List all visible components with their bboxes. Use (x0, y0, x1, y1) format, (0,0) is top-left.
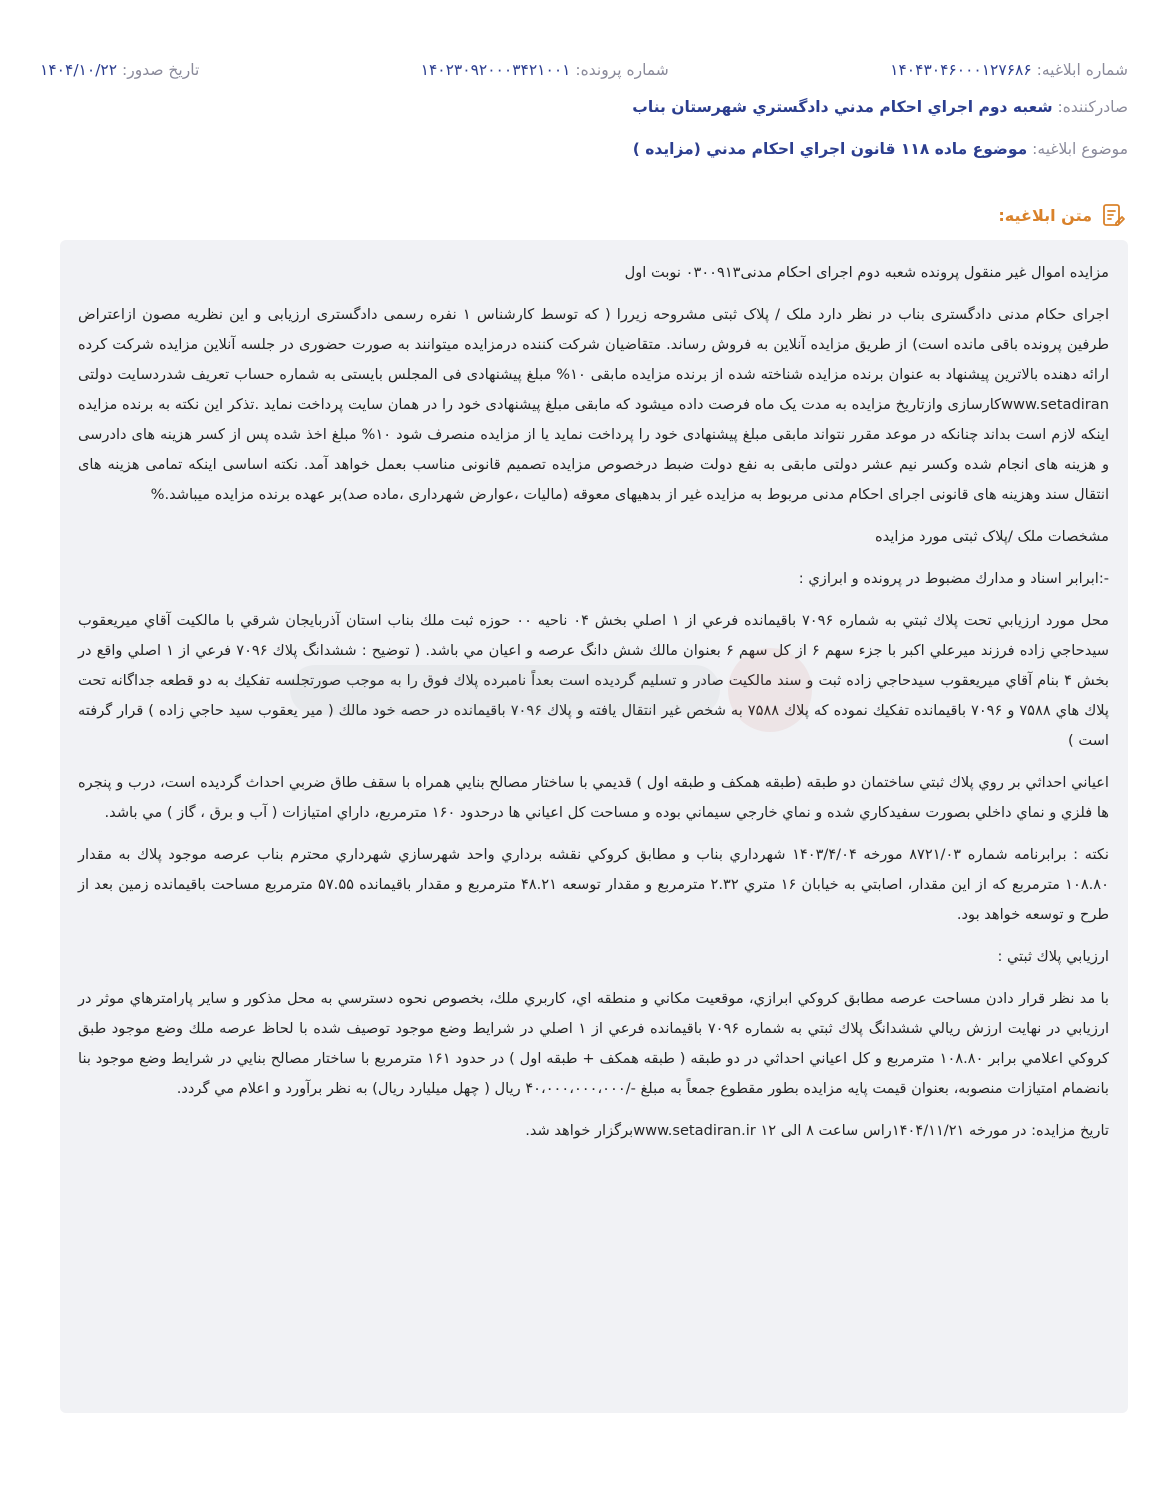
notice-paragraph: با مد نظر قرار دادن مساحت عرصه مطابق كروكي ابرازي، موقعيت مكاني و منطقه اي، كاربري ملك، بخصوص نحوه دسترسي به محل مذكور و ساير پارامترهاي موثر در ارزيابي در نهايت ارزش ريالي ششدانگ پلاك ثبتي به شماره ۷۰۹۶ باقيمانده فرعي از ۱ اصلي در شرايط وضع موجود توصيف شده با لحاظ عرصه ملك وضع موجود طبق كروكي اعلامي برابر ۱۰۸.۸۰ مترمربع و كل اعياني احداثي در دو طبقه ( طبقه همكف + طبقه اول ) در حدود ۱۶۱ مترمربع با ساختار مصالح بنايي در شرايط وضع موجود بنا بانضمام امتيازات منصوبه، بعنوان قيمت پايه مزايده بطور مقطوع جمعاً به مبلغ -/۴۰،۰۰۰،۰۰۰،۰۰۰ ريال ( چهل ميليارد ريال) به نظر برآورد و اعلام مي گردد. (78, 990, 1109, 1097)
subject-value: موضوع ماده ۱۱۸ قانون اجراي احكام مدني (مزايده ) (632, 140, 1028, 158)
case-number-label: شماره پرونده: (575, 61, 669, 79)
notice-paragraph: -:ابرابر اسناد و مدارك مضبوط در پرونده و ابرازي : (798, 570, 1109, 587)
notice-number-value: ۱۴۰۴۳۰۴۶۰۰۰۱۲۷۶۸۶ (890, 61, 1032, 79)
issue-date (40, 61, 199, 79)
issue-date-label: تاریخ صدور: (122, 61, 200, 79)
notice-paragraph: اجرای حکام مدنی دادگستری بناب در نظر دارد ملک / پلاک ثبتی مشروحه زیررا ( که توسط کارشناس ۱ نفره رسمی دادگستری ارزیابی و این نظریه مصون ازاعتراض طرفین پرونده باقی مانده است) از طریق مزایده آنلاین به فروش رساند. متقاضیان شرکت کننده درمزایده میتوانند به صورت حضوری در جلسه آنلاین مزایده شرکت کرده ارائه دهنده بالاترین پیشنهاد به عنوان برنده مزایده شناخته شده از برنده مزایده مابقی ۱۰% مبلغ پیشنهادی فی المجلس بایستی به شماره حساب تعریف شدردسایت دولتی www.setadiranکارسازی وازتاریخ مزایده به مدت یک ماه فرصت داده میشود که مابقی مبلغ پیشنهادی خود را در همان سایت پرداخت نماید .تذکر این نکته به برنده مزایده اینکه لازم است بداند چنانکه در موعد مقرر نتواند مابقی مبلغ پیشنهادی خود را پرداخت نماید یا از مزایده منصرف شود ۱۰% مبلغ اخذ شده پس از کسر هزینه های دادرسی و هزینه های انجام شده وکسر نیم عشر دولتی مابقی به نفع دولت ضبط درخصوص مزایده تصمیم قانونی مناسب بعمل خواهد آمد. نکته اساسی اینکه تمامی هزینه های انتقال سند وهزینه های قانونی اجرای احکام مدنی مربوط به مزایده غیر از بدهیهای معوقه (مالیات ،عوارض شهرداری ،ماده صد)بر عهده برنده مزایده میباشد.% (78, 306, 1109, 503)
subject-label: موضوع ابلاغیه: (1032, 140, 1128, 158)
notice-text-heading (998, 200, 1126, 230)
issuer-line (40, 98, 1128, 126)
notice-body (60, 240, 1128, 1413)
case-number (421, 61, 669, 79)
notice-paragraph: تاریخ مزایده: در مورخه ۱۴۰۴/۱۱/۲۱راس ساعت ۸ الی ۱۲ www.setadiran.irبرگزار خواهد شد. (525, 1122, 1109, 1139)
issuer-value: شعبه دوم اجراي احكام مدني دادگستري شهرستان بناب (632, 98, 1053, 116)
case-number-value: ۱۴۰۲۳۰۹۲۰۰۰۳۴۲۱۰۰۱ (420, 61, 571, 79)
issuer-label: صادرکننده: (1057, 98, 1128, 116)
notice-paragraph: مزایده اموال غیر منقول پرونده شعبه دوم اجرای احکام مدنی۰۳۰۰۹۱۳ نوبت اول (624, 264, 1109, 281)
notice-paragraph: نكته : برابرنامه شماره ۸۷۲۱/۰۳ مورخه ۱۴۰۳/۴/۰۴ شهرداري بناب و مطابق كروكي نقشه برداري واحد شهرسازي شهرداري محترم بناب عرصه موجود پلاك به مقدار ۱۰۸.۸۰ مترمربع كه از اين مقدار، اصابتي به خيابان ۱۶ متري ۲.۳۲ مترمربع و مقدار توسعه ۴۸.۲۱ مترمربع و مقدار باقيمانده ۵۷.۵۵ مترمربع مساحت باقيمانده زمين بعد از طرح و توسعه خواهد بود. (78, 846, 1109, 923)
notice-meta-row (40, 56, 1128, 84)
notice-paragraph: مشخصات ملک /پلاک ثبتی مورد مزایده (875, 528, 1109, 545)
notice-paragraph: محل مورد ارزيابي تحت پلاك ثبتي به شماره ۷۰۹۶ باقيمانده فرعي از ۱ اصلي بخش ۰۴ ناحيه ۰۰ حوزه ثبت ملك بناب استان آذربايجان شرقي با مالكيت آقاي ميريعقوب سيدحاجي زاده فرزند ميرعلي اكبر با جزء سهم ۶ از كل سهم ۶ بعنوان مالك شش دانگ عرصه و اعيان مي باشد. ( توضيح : ششدانگ پلاك ۷۰۹۶ فرعي از ۱ اصلي واقع در بخش ۴ بنام آقاي ميريعقوب سيدحاجي زاده ثبت و سند مالكيت صادر و تسليم گرديده است بعداً نامبرده پلاك فوق را به موجب صورتجلسه تفكيك به دو قطعه جداگانه تحت پلاك هاي ۷۵۸۸ و ۷۰۹۶ باقيمانده تفكيك نموده كه پلاك ۷۵۸۸ به شخص غير انتقال يافته و پلاك ۷۰۹۶ باقيمانده در حصه خود مالك ( مير يعقوب سيد حاجي زاده ) قرار گرفته است ) (78, 612, 1109, 749)
notice-number (890, 61, 1128, 79)
notice-paragraph: اعياني احداثي بر روي پلاك ثبتي ساختمان دو طبقه (طبقه همكف و طبقه اول ) قديمي با ساختار مصالح بنايي همراه با سقف طاق ضربي احداث گرديده است، درب و پنجره ها فلزي و نماي داخلي بصورت سفيدكاري شده و نماي خارجي سيماني بوده و مساحت كل اعياني ها درحدود ۱۶۰ مترمربع، داراي امتيازات ( آب و برق ، گاز ) مي باشد. (78, 774, 1109, 821)
notice-text-heading-label: متن ابلاغیه: (998, 205, 1092, 225)
notice-paragraphs (78, 258, 1109, 1146)
subject-line (40, 140, 1128, 168)
issue-date-value: ۱۴۰۴/۱۰/۲۲ (40, 61, 118, 79)
notice-number-label: شماره ابلاغیه: (1036, 61, 1128, 79)
notice-paragraph: ارزيابي پلاك ثبتي : (997, 948, 1109, 965)
document-edit-icon (1100, 202, 1126, 228)
